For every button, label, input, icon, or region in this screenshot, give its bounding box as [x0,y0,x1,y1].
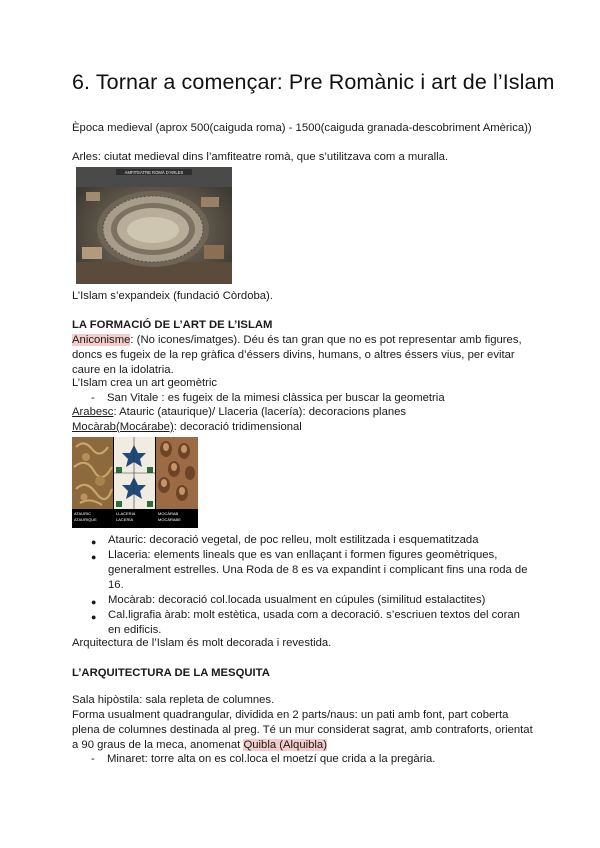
bullet-marker: ● [91,597,97,607]
image2-label: LLACERIA [116,511,136,516]
arles-amphitheatre-image [76,167,232,284]
bullet-item-text: generalment estrelles. Una Roda de 8 es va expandint i complicant fins una roda de [108,564,528,576]
mocarab-term: Mocàrab(Mocárabe) [72,421,174,433]
aniconisme-definition: : (No icones/imatges). Déu és tan gran que no es pot representar amb figures, [130,334,522,346]
image1-caption: AMFITEATRE ROMÀ D'ARLES [124,170,184,175]
section-heading-formacio: LA FORMACIÓ DE L’ART DE L’ISLAM [72,319,273,331]
arabesc-term: Arabesc [72,406,114,418]
bullet-item-text: Atauric: decoració vegetal, de poc relleu, molt estilitzada i esquematitzada [108,534,479,546]
page-title: 6. Tornar a començar: Pre Romànic i art de l’Islam [72,70,555,94]
forma-line-2: plena de columnes destinada al preg. Té un mur considerat sagrat, amb contraforts, orientat [72,724,533,736]
bullet-item-text: Llaceria: elements lineals que es van enllaçant i formen figures geomètriques, [108,549,498,561]
image2-label: MOCÁRABE [158,517,181,522]
dash-marker: - [91,392,95,404]
section-heading-mesquita: L’ARQUITECTURA DE LA MESQUITA [72,667,270,679]
aniconisme-line-1 [72,333,522,348]
mocarab-line [72,420,302,435]
forma-line-1: Forma usualment quadrangular, dividida en 2 parts/naus: un pati amb font, part coberta [72,709,509,721]
dash-item-text: Minaret: torre alta on es col.loca el moetzí que crida a la pregària. [107,753,436,765]
bullet-item-text: en edificis. [108,624,162,636]
islam-expand-line: L’Islam s’expandeix (fundació Còrdoba). [72,290,273,302]
aniconisme-term: Aniconisme [72,334,131,346]
aniconisme-line-2: doncs es fugeix de la rep gràfica d’éssers divins, humans, o altres éssers vius, per evitar [72,349,515,361]
geometric-line: L’Islam crea un art geomètric [72,377,218,389]
arles-line: Arles: ciutat medieval dins l’amfiteatre romà, que s’utilitzava com a muralla. [72,151,449,163]
image2-label: MOCÀRAB [158,511,179,516]
bullet-item-text: 16. [108,579,124,591]
forma-line-3 [72,738,327,753]
epoca-line: Època medieval (aprox 500(caiguda roma) - 1500(caiguda granada-descobriment Amèrica)) [72,122,532,134]
quibla-term: Quibla (Alquibla) [243,739,327,751]
bullet-marker: ● [91,552,97,562]
image2-label: ATAURIQUE [74,517,97,522]
aniconisme-line-3: caure en la idolatria. [72,364,174,376]
decoration-bullet-list [0,533,600,636]
sala-hipostila-line: Sala hipòstila: sala repleta de columnes. [72,694,275,706]
arquitectura-line: Arquitectura de l’Islam és molt decorada i revestida. [72,637,332,649]
image2-label: LACERÍA [116,517,134,522]
arabesc-line [72,405,406,420]
dash-marker: - [91,753,95,765]
decoration-types-image [72,437,198,528]
bullet-item-text: Mocàrab: decoració col.locada usualment en cúpules (similitud estalactites) [108,594,486,606]
forma-line-3-text: a 90 graus de la meca, anomenat [72,739,244,751]
bullet-marker: ● [91,537,97,547]
arabesc-definition: : Atauric (ataurique)/ Llaceria (lacería): decoracions planes [113,406,407,418]
mocarab-definition: : decoració tridimensional [173,421,302,433]
dash-item-text: San Vitale : es fugeix de la mimesi clàssica per buscar la geometria [107,392,445,404]
bullet-marker: ● [91,612,97,622]
bullet-item-text: Cal.ligrafia àrab: molt estètica, usada com a decoració. s’escriuen textos del coran [108,609,520,621]
image2-label: ATAURIC [74,511,91,516]
